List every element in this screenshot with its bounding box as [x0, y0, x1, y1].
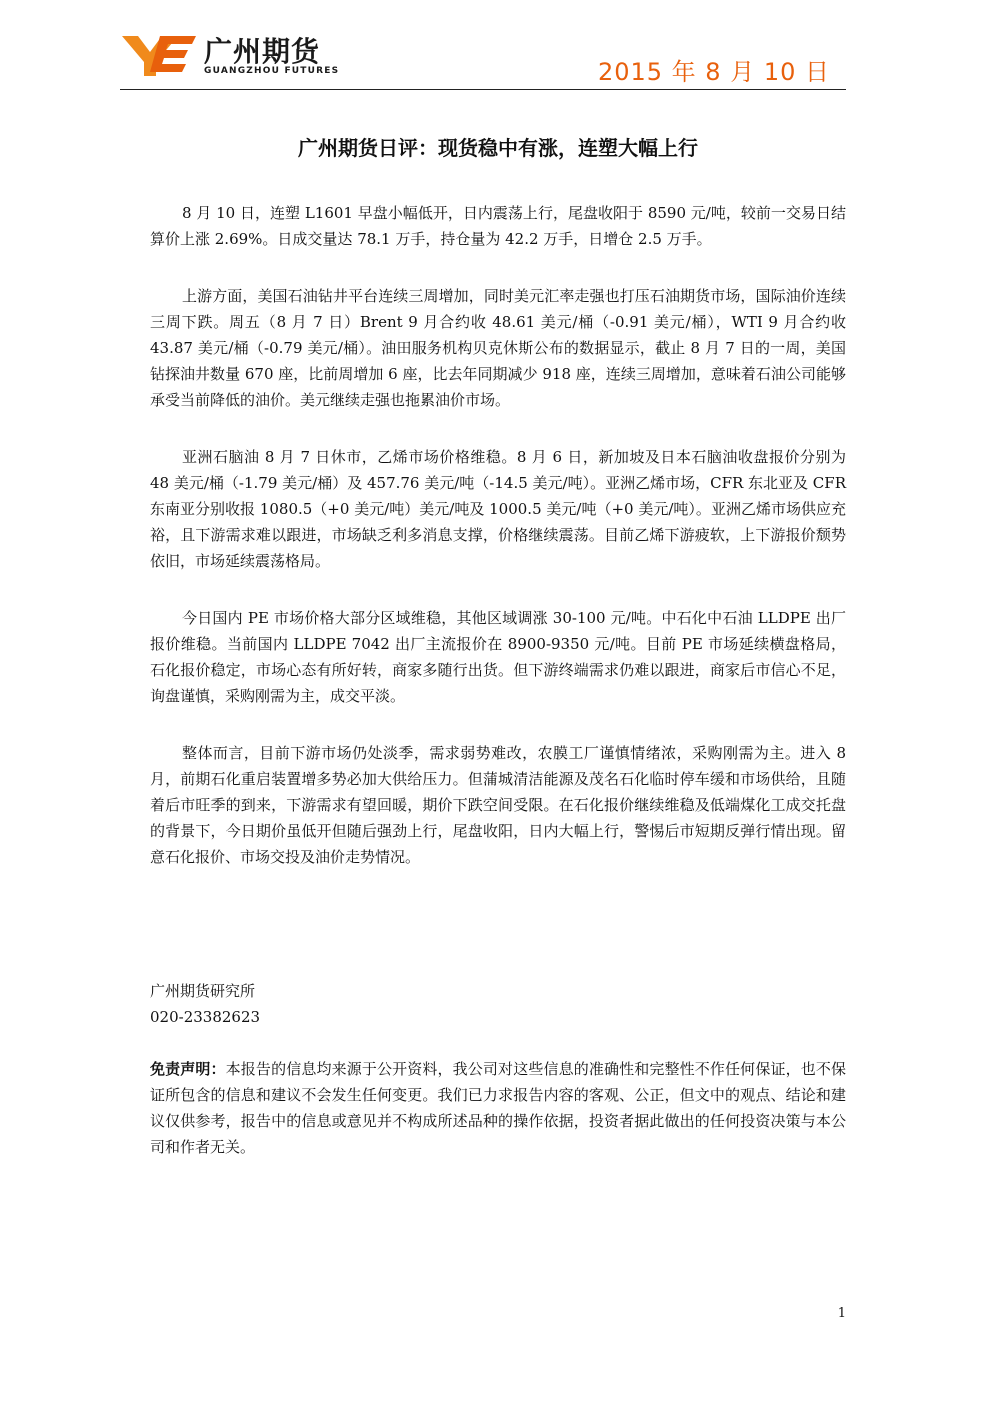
logo-mark-icon [120, 32, 196, 78]
disclaimer-label: 免责声明： [150, 1060, 226, 1078]
disclaimer [150, 1056, 846, 1160]
disclaimer-text: 本报告的信息均来源于公开资料，我公司对这些信息的准确性和完整性不作任何保证，也不保证所包含的信息和建议不会发生任何变更。我们已力求报告内容的客观、公正，但文中的观点、结论和建议仅供参考，报告中的信息或意见并不构成所述品种的操作依据，投资者据此做出的任何投资决策与本公司和作者无关。 [150, 1060, 846, 1156]
contact-phone: 020-23382623 [150, 1008, 261, 1026]
body-paragraph: 亚洲石脑油 8 月 7 日休市，乙烯市场价格维稳。8 月 6 日，新加坡及日本石脑油收盘报价分别为 48 美元/桶（-1.79 美元/桶）及 457.76 美元/吨（-14.5 美元/吨）。亚洲乙烯市场，CFR 东北亚及 CFR 东南亚分别收报 1080.5（+0 美元/吨）美元/吨及 1000.5 美元/吨（+0 美元/吨）。亚洲乙烯市场供应充裕，且下游需求难以跟进，市场缺乏利多消息支撑，价格继续震荡。目前乙烯下游疲软，上下游报价颓势依旧，市场延续震荡格局。 [150, 448, 846, 570]
report-title: 广州期货日评：现货稳中有涨，连塑大幅上行 [298, 136, 698, 160]
page-number: 1 [837, 1306, 846, 1321]
report-body [150, 200, 846, 901]
body-paragraph: 8 月 10 日，连塑 L1601 早盘小幅低开，日内震荡上行，尾盘收阳于 8590 元/吨，较前一交易日结算价上涨 2.69%。日成交量达 78.1 万手，持仓量为 42.2 万手，日增仓 2.5 万手。 [150, 204, 846, 248]
header-divider [120, 89, 846, 90]
body-paragraph: 上游方面，美国石油钻井平台连续三周增加，同时美元汇率走强也打压石油期货市场，国际油价连续三周下跌。周五（8 月 7 日）Brent 9 月合约收 48.61 美元/桶（-0.91 美元/桶），WTI 9 月合约收 43.87 美元/桶（-0.79 美元/桶）。油田服务机构贝克休斯公布的数据显示，截止 8 月 7 日的一周，美国钻探油井数量 670 座，比前周增加 6 座，比去年同期减少 918 座，连续三周增加，意味着石油公司能够承受当前降低的油价。美元继续走强也拖累油价市场。 [150, 287, 846, 409]
logo-chinese-name: 广州期货 [204, 35, 321, 68]
page-header [120, 30, 846, 90]
research-institute-name: 广州期货研究所 [150, 982, 256, 1000]
body-paragraph: 整体而言，目前下游市场仍处淡季，需求弱势难改，农膜工厂谨慎情绪浓，采购刚需为主。进入 8 月，前期石化重启装置增多势必加大供给压力。但蒲城清洁能源及茂名石化临时停车缓和市场供给，且随着后市旺季的到来，下游需求有望回暖，期价下跌空间受限。在石化报价继续维稳及低端煤化工成交托盘的背景下，今日期价虽低开但随后强劲上行，尾盘收阳，日内大幅上行，警惕后市短期反弹行情出现。留意石化报价、市场交投及油价走势情况。 [150, 744, 846, 866]
report-footer [150, 978, 846, 1030]
company-logo [120, 30, 350, 82]
report-date: 2015 年 8 月 10 日 [597, 58, 830, 86]
body-paragraph: 今日国内 PE 市场价格大部分区域维稳，其他区域调涨 30-100 元/吨。中石化中石油 LLDPE 出厂报价维稳。当前国内 LLDPE 7042 出厂主流报价在 8900-9350 元/吨。目前 PE 市场延续横盘格局，石化报价稳定，市场心态有所好转，商家多随行出货。但下游终端需求仍难以跟进，商家后市信心不足，询盘谨慎，采购刚需为主，成交平淡。 [150, 609, 846, 705]
logo-english-name: GUANGZHOU FUTURES [204, 66, 340, 76]
